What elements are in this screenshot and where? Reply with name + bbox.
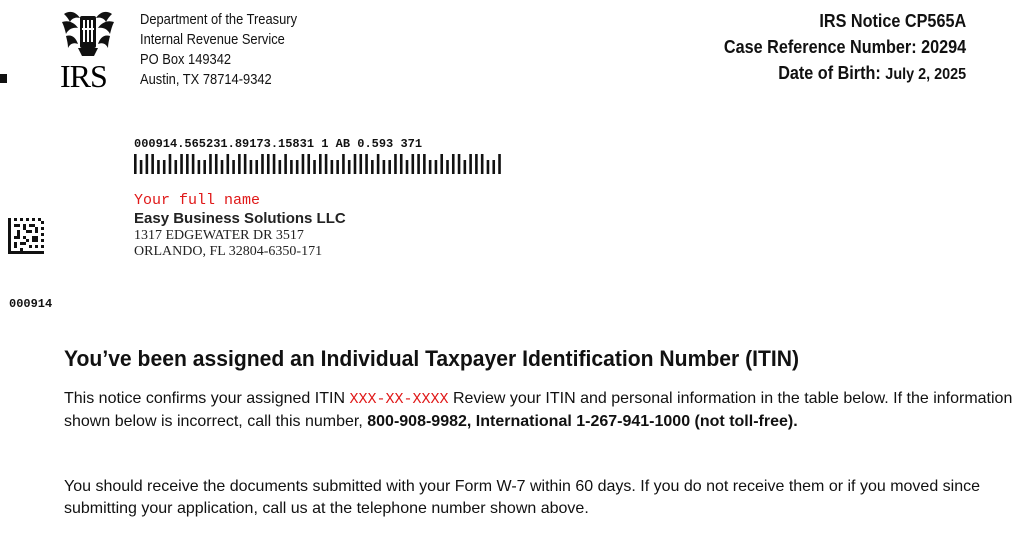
barcode-bar [423, 154, 426, 174]
barcode-bar [446, 160, 449, 174]
dob-label: Date of Birth: [778, 63, 881, 83]
barcode-bar [342, 154, 345, 174]
barcode-bar [238, 154, 241, 174]
barcode-bar [371, 160, 374, 174]
barcode-bar [313, 160, 316, 174]
barcode-bar [498, 154, 501, 174]
barcode-bar [221, 160, 224, 174]
barcode-bar [400, 154, 403, 174]
paragraph-itin-confirmation [64, 388, 1016, 433]
postal-barcode [134, 154, 504, 174]
barcode-bar [186, 154, 189, 174]
irs-logo-text: IRS [60, 58, 107, 94]
case-reference [724, 34, 966, 60]
agency-address [140, 10, 297, 90]
barcode-bar [475, 154, 478, 174]
agency-line: PO Box 149342 [140, 51, 232, 68]
barcode-bar [273, 154, 276, 174]
irs-logo [56, 8, 120, 94]
barcode-bar [336, 160, 339, 174]
barcode-bar [267, 154, 270, 174]
city-state-zip: ORLANDO, FL 32804-6350-171 [134, 244, 323, 259]
case-reference-value: 20294 [920, 37, 966, 57]
paragraph-documents: You should receive the documents submitted with your Form W-7 within 60 days. If you do not receive them or if you moved since submitting your application, call us at the telephone number shown above. [64, 478, 981, 517]
p1-text-middle: Review your ITIN and personal information in the table below. If the information shown below is incorrect, call this number, [64, 390, 1013, 430]
barcode-bar [203, 160, 206, 174]
barcode-bar [232, 160, 235, 174]
barcode-bar [383, 160, 386, 174]
notice-title: IRS Notice CP565A [819, 11, 966, 31]
barcode-bar [261, 154, 264, 174]
edge-mark [0, 74, 7, 83]
barcode-bar [359, 154, 362, 174]
phone-numbers: 800-908-9982, International 1-267-941-1000 (not toll-free). [367, 413, 798, 430]
barcode-bar [180, 154, 183, 174]
barcode-bar [412, 154, 415, 174]
date-of-birth [724, 60, 966, 88]
barcode-bar [487, 160, 490, 174]
barcode-bar [198, 160, 201, 174]
barcode-bar [302, 154, 305, 174]
barcode-bar [307, 154, 310, 174]
case-reference-label: Case Reference Number: [723, 37, 917, 57]
barcode-bar [157, 160, 160, 174]
barcode-bar [250, 160, 253, 174]
barcode-bar [417, 154, 420, 174]
agency-line: Internal Revenue Service [140, 31, 285, 48]
business-name: Easy Business Solutions LLC [134, 210, 346, 227]
barcode-bar [440, 154, 443, 174]
agency-line: Department of the Treasury [140, 11, 298, 28]
barcode-bar [209, 154, 212, 174]
barcode-bar [406, 160, 409, 174]
dob-value: July 2, 2025 [885, 66, 966, 83]
barcode-bar [354, 154, 357, 174]
barcode-bar [331, 160, 334, 174]
barcode-bar [192, 154, 195, 174]
barcode-bar [169, 154, 172, 174]
barcode-bar [452, 154, 455, 174]
datamatrix-code [8, 218, 44, 254]
barcode-bar [325, 154, 328, 174]
barcode-bar [134, 154, 137, 174]
barcode-bar [290, 160, 293, 174]
barcode-bar [429, 160, 432, 174]
sequence-number: 000914 [9, 297, 53, 311]
barcode-bar [151, 154, 154, 174]
barcode-bar [163, 160, 166, 174]
barcode-bar [492, 160, 495, 174]
barcode-bar [174, 160, 177, 174]
barcode-bar [481, 154, 484, 174]
barcode-bar [296, 160, 299, 174]
barcode-bar [215, 154, 218, 174]
recipient-address [134, 192, 346, 260]
agency-line: Austin, TX 78714-9342 [140, 71, 272, 88]
barcode-bar [469, 154, 472, 174]
barcode-bar [458, 154, 461, 174]
street-address: 1317 EDGEWATER DR 3517 [134, 228, 304, 243]
itin-value: XXX-XX-XXXX [349, 391, 449, 408]
barcode-bar [394, 154, 397, 174]
barcode-bar [348, 160, 351, 174]
barcode-bar [244, 154, 247, 174]
barcode-bar [377, 154, 380, 174]
barcode-number: 000914.565231.89173.15831 1 AB 0.593 371 [134, 137, 423, 151]
p1-text-start: This notice confirms your assigned ITIN [64, 390, 345, 407]
barcode-bar [365, 154, 368, 174]
barcode-bar [279, 160, 282, 174]
barcode-bar [146, 154, 149, 174]
recipient-name: Your full name [134, 192, 261, 209]
barcode-bar [140, 160, 143, 174]
barcode-bar [464, 160, 467, 174]
barcode-bar [284, 154, 287, 174]
irs-eagle-icon [56, 8, 120, 60]
barcode-bar [435, 160, 438, 174]
notice-headline: You’ve been assigned an Individual Taxpayer Identification Number (ITIN) [64, 346, 800, 371]
barcode-bar [255, 160, 258, 174]
barcode-bar [227, 154, 230, 174]
barcode-bar [388, 160, 391, 174]
barcode-bar [319, 154, 322, 174]
notice-info [724, 8, 966, 88]
